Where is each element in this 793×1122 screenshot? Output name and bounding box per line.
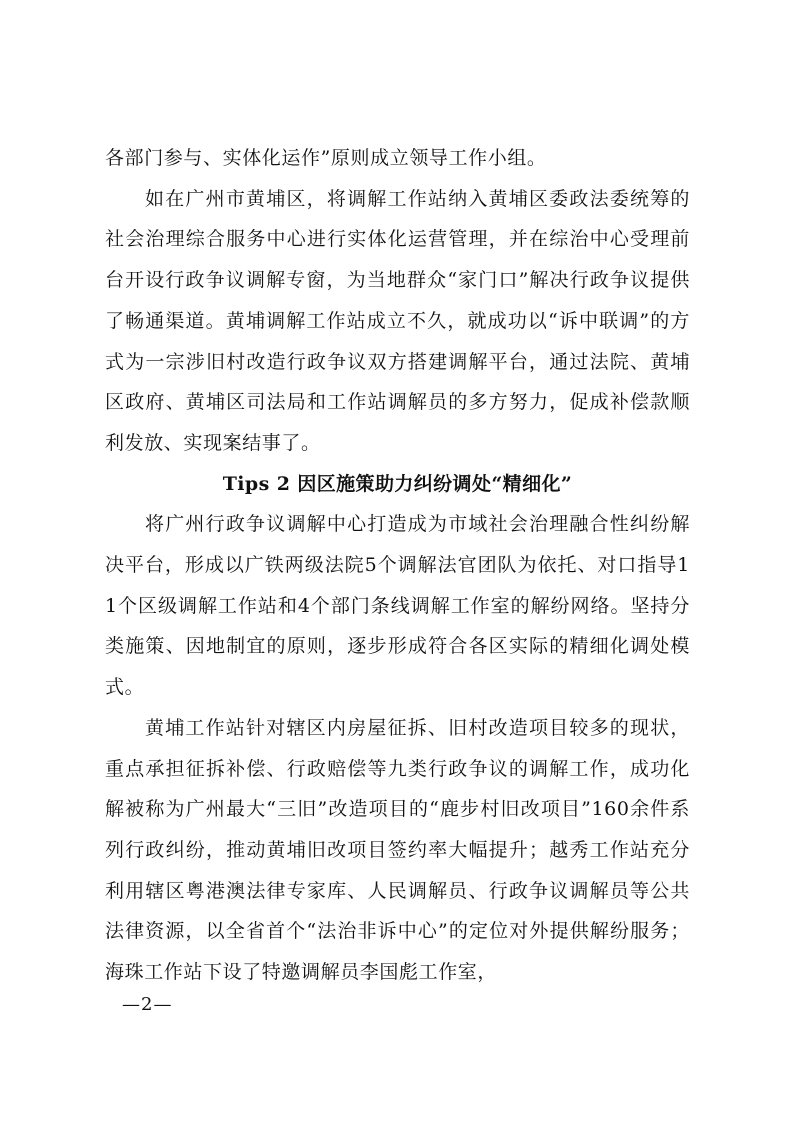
paragraph-mediation-center: 将广州行政争议调解中心打造成为市域社会治理融合性纠纷解决平台，形成以广铁两级法院5个调解法官团队为依托、对口指导11个区级调解工作站和4个部门条线调解工作室的解纷网络。坚持分类施策、因地制宜的原则，逐步形成符合各区实际的精细化调处模式。 [105,513,690,699]
document-body [105,138,690,993]
paragraph-workstations: 黄埔工作站针对辖区内房屋征拆、旧村改造项目较多的现状，重点承担征拆补偿、行政赔偿等九类行政争议的调解工作，成功化解被称为广州最大“三旧”改造项目的“鹿步村旧改项目”160余件系列行政纠纷，推动黄埔旧改项目签约率大幅提升；越秀工作站充分利用辖区粤港澳法律专家库、人民调解员、行政争议调解员等公共法律资源，以全省首个“法治非诉中心”的定位对外提供解纷服务；海珠工作站下设了特邀调解员李国彪工作室， [105,716,690,984]
paragraph-huangpu-example: 如在广州市黄埔区，将调解工作站纳入黄埔区委政法委统筹的社会治理综合服务中心进行实体化运营管理，并在综治中心受理前台开设行政争议调解专窗，为当地群众“家门口”解决行政争议提供了畅通渠道。黄埔调解工作站成立不久，就成功以“诉中联调”的方式为一宗涉旧村改造行政争议双方搭建调解平台，通过法院、黄埔区政府、黄埔区司法局和工作站调解员的多方努力，促成补偿款顺利发放、实现案结事了。 [105,187,690,454]
paragraph-continuation: 各部门参与、实体化运作”原则成立领导工作小组。 [105,147,547,169]
page-number: —2— [122,994,173,1015]
section-heading-tips-2: Tips 2 因区施策助力纠纷调处“精细化” [222,472,573,495]
